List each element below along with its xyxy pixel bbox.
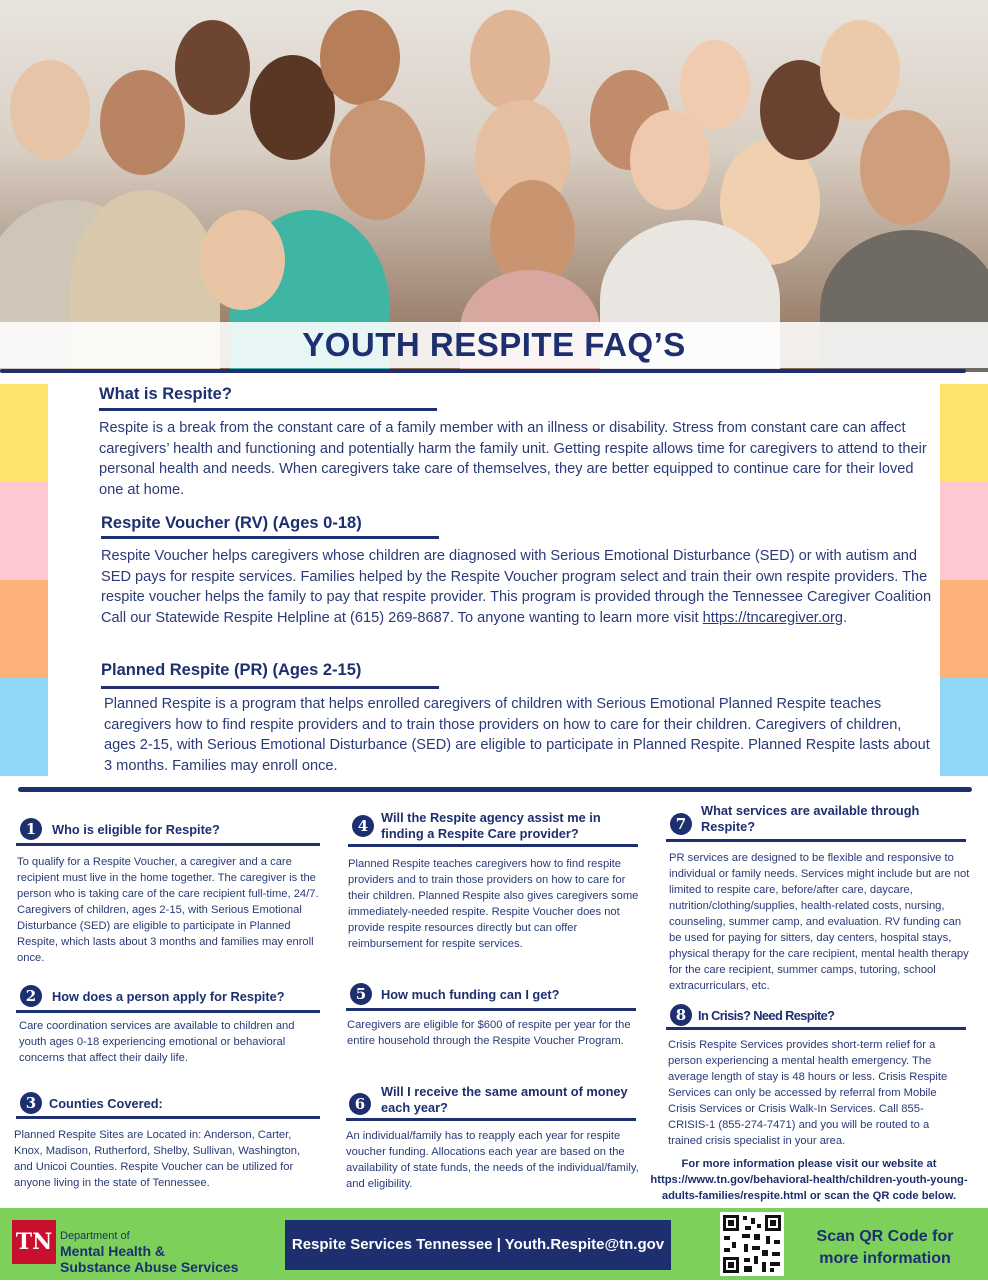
faq-4-number: 4	[352, 815, 374, 837]
what-is-respite-rule	[99, 408, 437, 411]
respite-voucher-body: Respite Voucher helps caregivers whose children are diagnosed with Serious Emotional Disturbance (SED) or with autism and SED pays for respite services. Families helped by the Respite Voucher program select and train their own respite providers. The respite voucher helps the family to pay that respite provider. This program is provided through the Tennessee Caregiver Coalition Call our Statewide Respite Helpline at (615) 269-8687. To anyone wanting to learn more visit	[101, 548, 932, 626]
faq-8-number: 8	[670, 1004, 692, 1026]
department-name	[60, 1243, 238, 1275]
section-divider	[18, 787, 972, 792]
qr-code-graphic	[720, 1212, 784, 1276]
faq-5-question: How much funding can I get?	[381, 987, 560, 1002]
faq-3-question: Counties Covered:	[49, 1096, 163, 1111]
faq-2-rule	[16, 1010, 320, 1013]
page-title: YOUTH RESPITE FAQ’S	[302, 326, 686, 363]
faq-2-question: How does a person apply for Respite?	[52, 989, 285, 1004]
qr-code-icon[interactable]	[720, 1212, 784, 1276]
faq-1-answer: To qualify for a Respite Voucher, a caregiver and a care recipient must live in the home together. The caregiver is the person who is taking care of the care recipient full-time, 24/7. Caregivers of children, ages 2-15, with Serious Emotional Disturbance (SED) are eligible to participate in Planned Respite, which lasts about 3 months and families may enroll once.	[17, 856, 319, 964]
respite-voucher-text	[101, 546, 933, 628]
stripe-right-yellow	[940, 384, 988, 482]
faq-5-answer: Caregivers are eligible for $600 of respite per year for the entire household through the Respite Voucher Program.	[347, 1019, 631, 1047]
faq-3-answer: Planned Respite Sites are Located in: Anderson, Carter, Knox, Madison, Rutherford, Shelby, Sullivan, Washington, and Unicoi Counties. Respite Voucher can be utilized for anyone living in the state of Tennessee.	[14, 1129, 301, 1189]
faq-1-rule	[16, 843, 320, 846]
scan-qr-text	[800, 1226, 970, 1270]
faq-5-number: 5	[350, 983, 372, 1005]
stripe-right-blue	[940, 678, 988, 776]
stripe-left-orange	[0, 580, 48, 678]
faq-2-answer: Care coordination services are available to children and youth ages 0-18 experiencing emotional or behavioral concerns that affect their daily life.	[19, 1020, 295, 1064]
planned-respite-heading: Planned Respite (PR) (Ages 2-15)	[101, 661, 362, 679]
faq-7-question: What services are available through Respite?	[701, 803, 920, 834]
faq-6-answer: An individual/family has to reapply each year for respite voucher funding. Allocations each year are based on the availability of state funds, the needs of the individual/family, and eligibility.	[346, 1130, 639, 1190]
scan-qr-line2: more information	[819, 1250, 951, 1267]
more-info-text: For more information please visit our website at https://www.tn.gov/behavioral-health/children-youth-young-adults-families/respite.html or scan the QR code below.	[650, 1158, 968, 1202]
respite-voucher-heading: Respite Voucher (RV) (Ages 0-18)	[101, 514, 362, 532]
planned-respite-text: Planned Respite is a program that helps enrolled caregivers of children with Serious Emotional Planned Respite teaches caregivers how to find respite providers and to train those providers on how to care for their children. Caregivers of children, ages 2-15, with Serious Emotional Disturbance (SED) are eligible to participate in Planned Respite. Planned Respite lasts about 3 months. Families may enroll once.	[104, 696, 930, 774]
faq-8-answer: Crisis Respite Services provides short-term relief for a person experiencing a mental health emergency. The average length of stay is 48 hours or less. Crisis Respite Services can only be accessed by referral from Mobile Crisis Services or Crisis Walk-In Services. Call 855-CRISIS-1 (855-274-7471) and you will be routed to a trained crisis specialist in your area.	[668, 1039, 948, 1147]
faq-8-question: In Crisis? Need Respite?	[698, 1008, 835, 1023]
department-label: Department of	[60, 1230, 130, 1242]
faq-2-number: 2	[20, 985, 42, 1007]
title-divider	[0, 369, 966, 373]
contact-banner[interactable]: Respite Services Tennessee | Youth.Respite@tn.gov	[285, 1220, 671, 1270]
stripe-right-orange	[940, 580, 988, 678]
hero-photo	[0, 0, 988, 372]
faq-4-question: Will the Respite agency assist me in finding a Respite Care provider?	[381, 810, 601, 841]
faq-6-question: Will I receive the same amount of money each year?	[381, 1084, 628, 1115]
respite-voucher-rule	[101, 536, 439, 539]
faq-8-rule	[666, 1027, 966, 1030]
faq-7-rule	[666, 839, 966, 842]
faq-7-answer: PR services are designed to be flexible and responsive to individual or family needs. Services might include but are not limited to respite care, before/after care, daycare, nutrition/clothing/supplies, health-related costs, nursing, counseling, summer camp, and evaluation. RV funding can be used for paying for sitters, day centers, hospital stays, physical therapy for the care recipient, mental health therapy for the care recipient, summer camps, tutoring, school extracurriculars, etc.	[669, 852, 970, 992]
faq-7-number: 7	[670, 813, 692, 835]
faq-4-answer: Planned Respite teaches caregivers how to find respite providers and to train those providers on how to care for their children. Planned Respite also gives caregivers some immediately-needed respite. Respite Voucher does not provide respite resources directly but can offer reimbursement for respite services.	[348, 858, 639, 950]
faq-1-number: 1	[20, 818, 42, 840]
stripe-left-yellow	[0, 384, 48, 482]
faq-4-rule	[348, 844, 638, 847]
respite-voucher-body-end: .	[843, 609, 848, 626]
faq-3-number: 3	[20, 1092, 42, 1114]
tn-logo: TN	[12, 1220, 56, 1264]
department-name-line1: Mental Health &	[60, 1243, 166, 1259]
faq-3-rule	[16, 1116, 320, 1119]
stripe-right-pink	[940, 482, 988, 580]
what-is-respite-text: Respite is a break from the constant care of a family member with an illness or disability. Stress from constant care can affect caregivers’ health and functioning and potentially harm the family unit. Getting respite allows time for caregivers to attend to their personal health and needs. When caregivers take care of themselves, they are better equipped to continue care for their loved one at home.	[99, 420, 927, 498]
stripe-left-blue	[0, 678, 48, 776]
planned-respite-rule	[101, 686, 439, 689]
department-name-line2: Substance Abuse Services	[60, 1259, 239, 1275]
tncaregiver-link[interactable]: https://tncaregiver.org	[702, 609, 844, 626]
faq-6-number: 6	[349, 1093, 371, 1115]
stripe-left-pink	[0, 482, 48, 580]
faq-1-question: Who is eligible for Respite?	[52, 822, 220, 837]
faq-5-rule	[346, 1008, 636, 1011]
scan-qr-line1: Scan QR Code for	[816, 1228, 954, 1245]
faq-6-rule	[346, 1118, 636, 1121]
what-is-respite-heading: What is Respite?	[99, 385, 232, 403]
